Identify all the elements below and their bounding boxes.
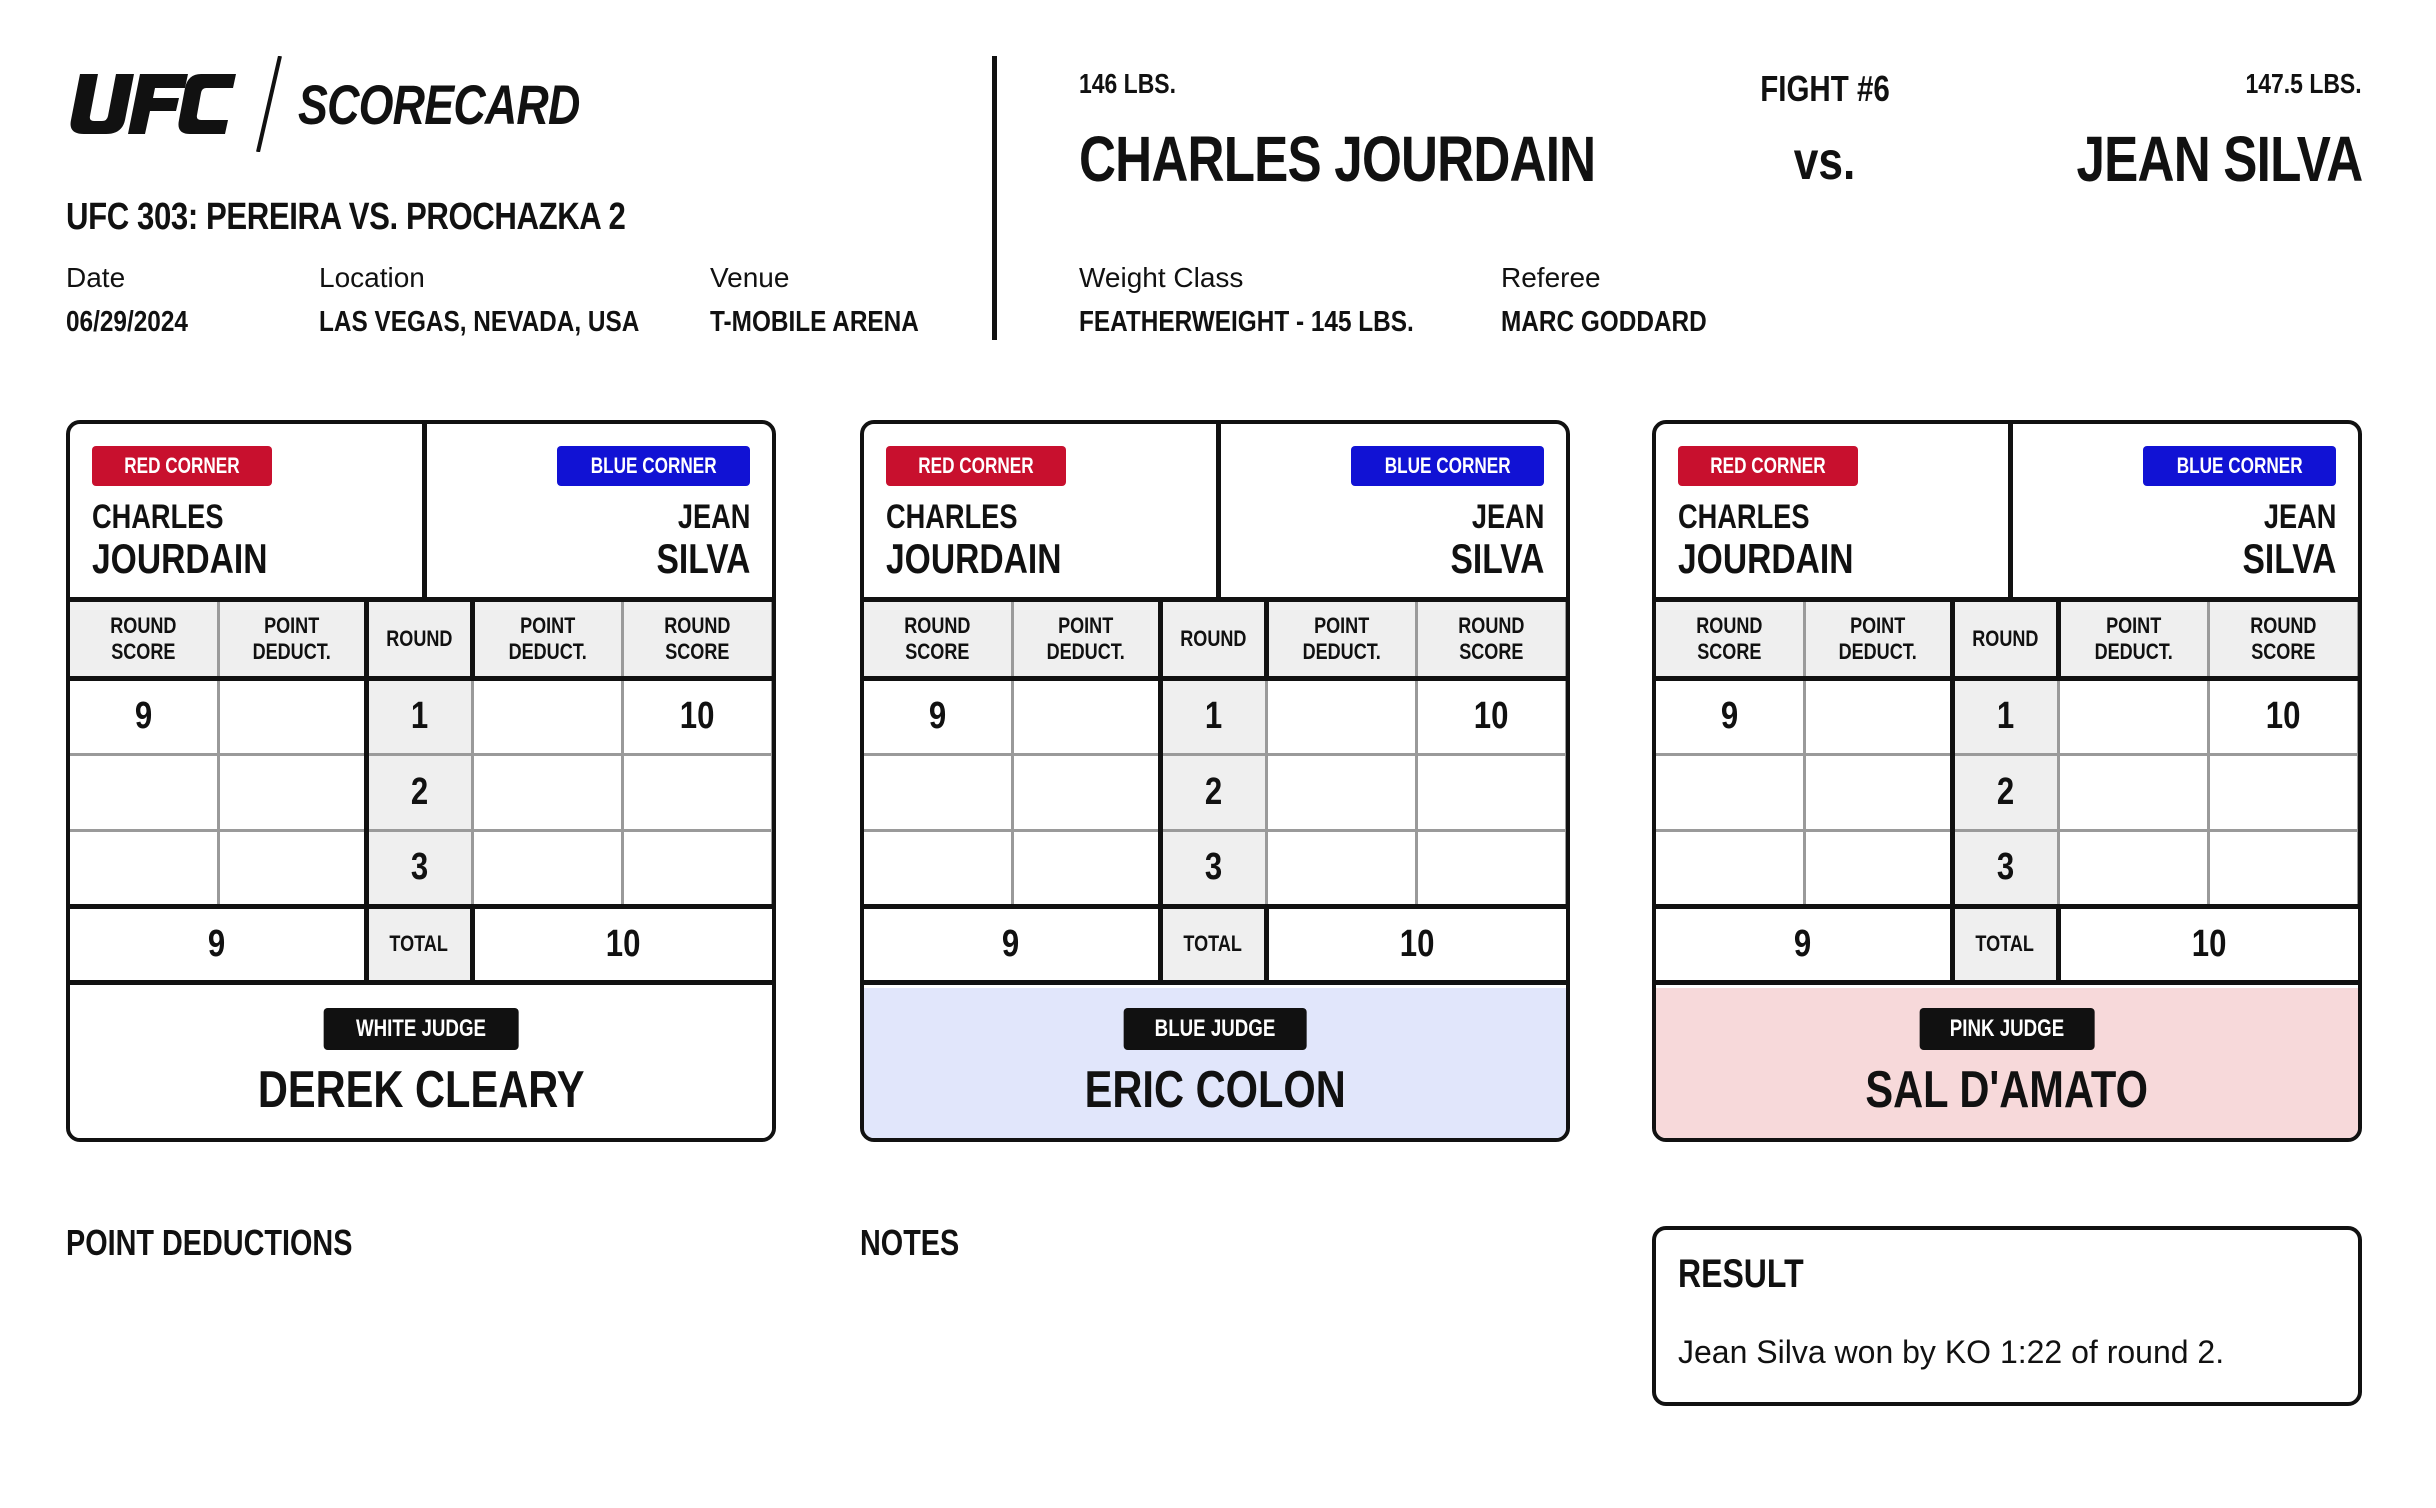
blue-round-score <box>1416 830 1566 906</box>
round-number: 3 <box>366 830 472 906</box>
round-number: 1 <box>1952 678 2058 754</box>
round-row <box>70 830 772 906</box>
red-fighter-weight: 146 LBS. <box>1079 68 1176 99</box>
blue-point-deduction <box>472 830 622 906</box>
red-corner-fighter <box>92 496 267 580</box>
round-number: 2 <box>1952 754 2058 830</box>
red-round-score <box>1656 754 1804 830</box>
fight-number-text: FIGHT #6 <box>1760 68 1890 109</box>
red-point-deduction <box>1012 678 1160 754</box>
blue-round-score <box>2208 754 2358 830</box>
red-point-deduction <box>218 754 366 830</box>
red-point-deduction <box>218 830 366 906</box>
blue-fighter-name: JEAN SILVA <box>2076 123 2362 195</box>
red-point-deduction <box>1012 754 1160 830</box>
total-label: TOTAL <box>1952 906 2058 982</box>
blue-corner-fighter <box>656 496 750 580</box>
score-table-header <box>864 602 1566 678</box>
blue-last-name: SILVA <box>656 535 750 582</box>
referee-block <box>1501 262 1746 339</box>
score-table <box>70 602 774 985</box>
blue-round-score: 10 <box>1416 678 1566 754</box>
blue-round-score: 10 <box>622 678 772 754</box>
ufc-scorecard-logo <box>66 56 650 152</box>
venue-block <box>710 262 959 339</box>
corner-divider <box>422 424 427 602</box>
blue-round-score-header: ROUND SCORE <box>2208 602 2358 678</box>
round-row <box>1656 754 2358 830</box>
judge-scorecard <box>66 420 776 1142</box>
red-last-name: JOURDAIN <box>92 535 268 582</box>
total-row <box>1656 906 2358 982</box>
location-block <box>319 262 700 339</box>
red-round-score <box>70 754 218 830</box>
red-total: 9 <box>1656 906 1952 982</box>
blue-round-score <box>1416 754 1566 830</box>
blue-corner-fighter <box>2242 496 2336 580</box>
judge-scorecard <box>1652 420 2362 1142</box>
red-round-score <box>1656 830 1804 906</box>
blue-round-score <box>622 830 772 906</box>
red-last-name: JOURDAIN <box>886 535 1062 582</box>
red-total: 9 <box>864 906 1160 982</box>
blue-point-deduction <box>2058 678 2208 754</box>
scorecard-header <box>1656 424 2358 602</box>
round-number: 2 <box>1160 754 1266 830</box>
score-table <box>864 602 1568 985</box>
versus-text: vs. <box>1794 131 1856 191</box>
round-header: ROUND <box>366 602 472 678</box>
corner-divider <box>1216 424 1221 602</box>
blue-corner-badge: BLUE CORNER <box>2143 446 2336 486</box>
blue-total: 10 <box>1266 906 1566 982</box>
red-round-score: 9 <box>1656 678 1804 754</box>
judge-name: DEREK CLEARY <box>257 1061 585 1119</box>
red-corner-badge: RED CORNER <box>1678 446 1858 486</box>
ufc-logo-icon <box>66 74 236 134</box>
judge-badge: WHITE JUDGE <box>324 1008 519 1050</box>
red-round-score: 9 <box>70 678 218 754</box>
scorecard-header <box>864 424 1566 602</box>
judge-scorecard <box>860 420 1570 1142</box>
point-deductions-title: POINT DEDUCTIONS <box>66 1222 353 1263</box>
red-total: 9 <box>70 906 366 982</box>
red-round-score <box>864 830 1012 906</box>
red-fighter-name: CHARLES JOURDAIN <box>1079 123 1596 195</box>
total-label: TOTAL <box>366 906 472 982</box>
weight-class-block <box>1079 262 1478 339</box>
red-point-deduct-header: POINT DEDUCT. <box>1804 602 1952 678</box>
round-number: 3 <box>1160 830 1266 906</box>
header-divider <box>992 56 997 340</box>
red-round-score-header: ROUND SCORE <box>864 602 1012 678</box>
round-row <box>70 754 772 830</box>
red-corner-badge: RED CORNER <box>92 446 272 486</box>
round-row <box>70 678 772 754</box>
notes-title: NOTES <box>860 1222 960 1263</box>
blue-round-score <box>2208 830 2358 906</box>
judge-name: ERIC COLON <box>1084 1061 1346 1119</box>
judge-badge: PINK JUDGE <box>1920 1008 2095 1050</box>
event-title: UFC 303: PEREIRA VS. PROCHAZKA 2 <box>66 196 626 238</box>
red-corner-fighter <box>886 496 1061 580</box>
score-table-header <box>70 602 772 678</box>
red-point-deduction <box>1804 678 1952 754</box>
red-point-deduction <box>1012 830 1160 906</box>
blue-point-deduction <box>472 678 622 754</box>
blue-corner-fighter <box>1450 496 1544 580</box>
red-round-score <box>864 754 1012 830</box>
blue-fighter-weight: 147.5 LBS. <box>2245 68 2362 99</box>
red-round-score: 9 <box>864 678 1012 754</box>
scorecard-header <box>70 424 772 602</box>
blue-point-deduction <box>1266 830 1416 906</box>
red-round-score <box>70 830 218 906</box>
total-row <box>864 906 1566 982</box>
round-header: ROUND <box>1160 602 1266 678</box>
blue-point-deduct-header: POINT DEDUCT. <box>1266 602 1416 678</box>
blue-first-name: JEAN <box>1471 498 1544 536</box>
red-point-deduction <box>1804 830 1952 906</box>
blue-point-deduct-header: POINT DEDUCT. <box>2058 602 2208 678</box>
judge-name: SAL D'AMATO <box>1865 1061 2149 1119</box>
venue-label: Venue <box>710 262 790 293</box>
red-first-name: CHARLES <box>886 498 1018 536</box>
result-text: Jean Silva won by KO 1:22 of round 2. <box>1678 1334 2225 1370</box>
round-number: 3 <box>1952 830 2058 906</box>
result-box <box>1652 1226 2362 1406</box>
date-block <box>66 262 211 339</box>
logo-divider-icon <box>254 56 284 152</box>
red-point-deduct-header: POINT DEDUCT. <box>218 602 366 678</box>
red-point-deduct-header: POINT DEDUCT. <box>1012 602 1160 678</box>
round-row <box>864 754 1566 830</box>
blue-round-score <box>622 754 772 830</box>
blue-total: 10 <box>472 906 772 982</box>
red-round-score-header: ROUND SCORE <box>1656 602 1804 678</box>
red-point-deduction <box>218 678 366 754</box>
blue-last-name: SILVA <box>2242 535 2336 582</box>
blue-first-name: JEAN <box>677 498 750 536</box>
blue-point-deduction <box>1266 678 1416 754</box>
result-title: RESULT <box>1678 1252 1804 1296</box>
score-table <box>1656 602 2360 985</box>
blue-first-name: JEAN <box>2263 498 2336 536</box>
blue-point-deduction <box>2058 830 2208 906</box>
referee-value: MARC GODDARD <box>1501 306 1707 338</box>
judge-section <box>70 988 772 1138</box>
blue-corner-badge: BLUE CORNER <box>1351 446 1544 486</box>
blue-point-deduct-header: POINT DEDUCT. <box>472 602 622 678</box>
judge-badge: BLUE JUDGE <box>1124 1008 1307 1050</box>
blue-corner-badge: BLUE CORNER <box>557 446 750 486</box>
blue-round-score-header: ROUND SCORE <box>1416 602 1566 678</box>
judge-section <box>1656 988 2358 1138</box>
red-point-deduction <box>1804 754 1952 830</box>
referee-label: Referee <box>1501 262 1601 293</box>
location-label: Location <box>319 262 425 293</box>
red-corner-badge: RED CORNER <box>886 446 1066 486</box>
logo-subtitle: SCORECARD <box>298 72 580 136</box>
round-row <box>864 678 1566 754</box>
round-row <box>864 830 1566 906</box>
blue-round-score: 10 <box>2208 678 2358 754</box>
blue-last-name: SILVA <box>1450 535 1544 582</box>
judge-section <box>864 988 1566 1138</box>
round-number: 2 <box>366 754 472 830</box>
blue-point-deduction <box>1266 754 1416 830</box>
red-round-score-header: ROUND SCORE <box>70 602 218 678</box>
corner-divider <box>2008 424 2013 602</box>
red-last-name: JOURDAIN <box>1678 535 1854 582</box>
total-row <box>70 906 772 982</box>
red-first-name: CHARLES <box>1678 498 1810 536</box>
weight-class-value: FEATHERWEIGHT - 145 LBS. <box>1079 306 1414 338</box>
blue-round-score-header: ROUND SCORE <box>622 602 772 678</box>
round-header: ROUND <box>1952 602 2058 678</box>
venue-value: T-MOBILE ARENA <box>710 306 919 338</box>
score-table-header <box>1656 602 2358 678</box>
weight-class-label: Weight Class <box>1079 262 1244 293</box>
total-label: TOTAL <box>1160 906 1266 982</box>
blue-point-deduction <box>472 754 622 830</box>
red-first-name: CHARLES <box>92 498 224 536</box>
blue-total: 10 <box>2058 906 2358 982</box>
red-corner-fighter <box>1678 496 1853 580</box>
location-value: LAS VEGAS, NEVADA, USA <box>319 306 640 338</box>
round-row <box>1656 678 2358 754</box>
date-label: Date <box>66 262 126 293</box>
round-number: 1 <box>366 678 472 754</box>
date-value: 06/29/2024 <box>66 306 188 338</box>
round-row <box>1656 830 2358 906</box>
blue-point-deduction <box>2058 754 2208 830</box>
round-number: 1 <box>1160 678 1266 754</box>
